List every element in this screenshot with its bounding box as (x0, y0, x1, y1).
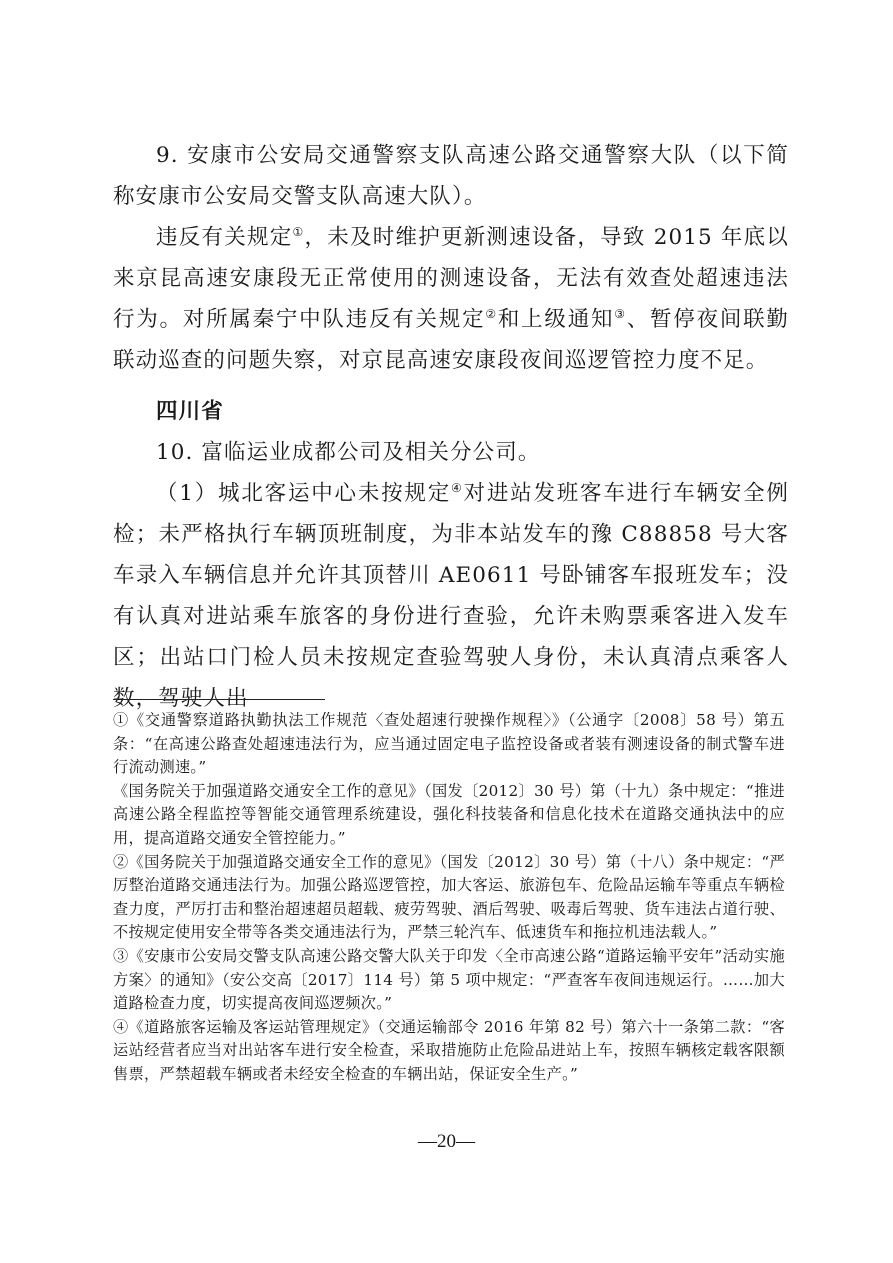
para4-text-1: （1）城北客运中心未按规定 (156, 481, 452, 506)
footnote-2: ②《国务院关于加强道路交通安全工作的意见》（国发〔2012〕30 号）第（十八）条中规定：“严厉整治道路交通违法行为。加强公路巡逻管控，加大客运、旅游包车、危险品运输车等重点车辆检查力度，严厉打击和整治超速超员超载、疲劳驾驶、酒后驾驶、吸毒后驾驶、货车违法占道行驶、不按规定使用安全带等各类交通违法行为，严禁三轮汽车、低速货车和拖拉机违法载人。” (113, 852, 785, 942)
main-text-top (113, 135, 789, 381)
main-text-bottom (113, 391, 789, 719)
footnote-ref-1: ① (292, 225, 305, 239)
footnote-4: ④《道路旅客运输及客运站管理规定》（交通运输部令 2016 年第 82 号）第六十一条第二款：“客运站经营者应当对出站客车进行安全检查，采取措施防止危险品进站上车，按照车辆核定载客限额售票，严禁超载车辆或者未经安全检查的车辆出站，保证安全生产。” (113, 1017, 785, 1083)
para2-text-3: 和上级通知 (497, 307, 615, 332)
paragraph-item-10: 10. 富临运业成都公司及相关分公司。 (156, 440, 541, 465)
footnote-3: ③《安康市公安局交警支队高速公路交警大队关于印发〈全市高速公路“道路运输平安年”活动实施方案〉的通知》（安公交高〔2017〕114 号）第 5 项中规定：“严查客车夜间违规运行。……加大道路检查力度，切实提高夜间巡逻频次。” (113, 946, 785, 1013)
footnote-divider (113, 699, 325, 700)
para2-text-2: ，未及时维护更新测速设备，导致 2015 年底以来京昆高速安康段无正常使用的测速设备，无法有效查处超速违法行为。对所属秦宁中队违反有关规定 (113, 225, 789, 332)
footnote-ref-2: ② (485, 307, 498, 321)
para2-text-1: 违反有关规定 (156, 225, 293, 250)
paragraph-speed-devices (113, 217, 789, 381)
footnotes (113, 709, 785, 1087)
para4-text-2: 对进站发班客车进行车辆安全例检；未严格执行车辆顶班制度，为非本站发车的豫 C88858 号大客车录入车辆信息并允许其顶替川 AE0611 号卧铺客车报班发车；没有认真对进站乘车旅客的身份进行查验，允许未购票乘客进入发车区；出站口门检人员未按规定查验驾驶人身份，未认真清点乘客人数，驾驶人出 (113, 481, 790, 711)
paragraph-item-9: 9. 安康市公安局交通警察支队高速公路交通警察大队（以下简称安康市公安局交警支队高速大队）。 (113, 143, 789, 209)
footnote-1b: 《国务院关于加强道路交通安全工作的意见》（国发〔2012〕30 号）第（十九）条中规定：“推进高速公路全程监控等智能交通管理系统建设，强化科技装备和信息化技术在道路交通执法中的应用，提高道路交通安全管控能力。” (113, 781, 785, 847)
paragraph-chengbei-station (113, 473, 789, 719)
footnote-ref-3: ③ (614, 307, 627, 321)
page-number: —20— (418, 1131, 475, 1152)
footnote-1a: ①《交通警察道路执勤执法工作规范〈查处超速行驶操作规程〉》（公通字〔2008〕58 号）第五条：“在高速公路查处超速违法行为，应当通过固定电子监控设备或者装有测速设备的制式警车进行流动测速。” (113, 711, 785, 777)
para2-text-4: 、暂停夜间联勤联动巡查的问题失察，对京昆高速安康段夜间巡逻管控力度不足。 (113, 307, 789, 373)
section-heading-sichuan: 四川省 (156, 399, 224, 424)
footnote-ref-4: ④ (451, 481, 464, 495)
